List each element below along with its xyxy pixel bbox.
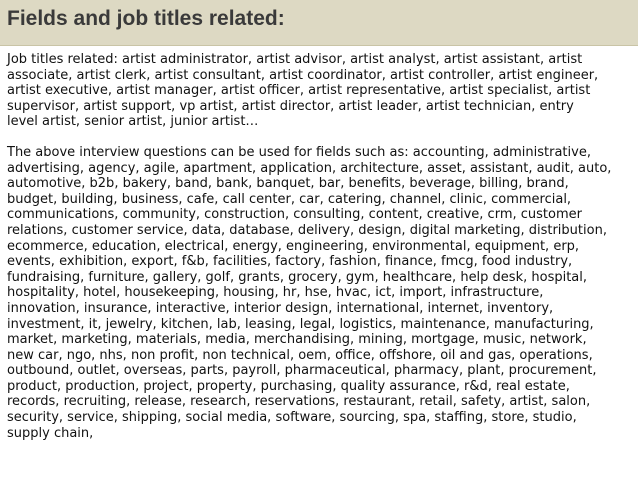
text-line: investment, it, jewelry, kitchen, lab, leasing, legal, logistics, maintenance, manufacturing, (7, 316, 594, 332)
text-line: advertising, agency, agile, apartment, application, architecture, asset, assistant, audit, auto, (7, 160, 612, 176)
text-line: ecommerce, education, electrical, energy, engineering, environmental, equipment, erp, (7, 238, 580, 254)
text-line: outbound, outlet, overseas, parts, payroll, pharmaceutical, pharmacy, plant, procurement, (7, 363, 597, 379)
text-line: fundraising, furniture, gallery, golf, grants, grocery, gym, healthcare, help desk, hospital, (7, 269, 588, 285)
text-line: events, exhibition, export, f&b, facilities, factory, fashion, finance, fmcg, food industry, (7, 254, 573, 270)
text-line: Job titles related: artist administrator, artist advisor, artist analyst, artist assistant, artist (7, 52, 583, 67)
text-line: hospitality, hotel, housekeeping, housing, hr, hse, hvac, ict, import, infrastructure, (7, 285, 544, 301)
text-line: market, marketing, materials, media, merchandising, mining, mortgage, music, network, (7, 332, 587, 348)
text-line: product, production, project, property, purchasing, quality assurance, r&d, real estate, (7, 378, 570, 394)
text-line: level artist, senior artist, junior artist… (7, 114, 259, 130)
slide-body (7, 52, 633, 441)
text-line: security, service, shipping, social media, software, sourcing, spa, staffing, store, studio, (7, 410, 577, 426)
text-line: relations, customer service, data, database, delivery, design, digital marketing, distribution, (7, 222, 607, 238)
title-bar (0, 0, 638, 46)
job-titles-paragraph (7, 52, 633, 130)
text-line: associate, artist clerk, artist consultant, artist coordinator, artist controller, artist engineer, (7, 67, 599, 83)
fields-paragraph (7, 145, 633, 441)
text-line: records, recruiting, release, research, reservations, restaurant, retail, safety, artist, salon, (7, 394, 591, 410)
text-line: new car, ngo, nhs, non profit, non technical, oem, office, offshore, oil and gas, operations, (7, 347, 593, 363)
text-line: innovation, insurance, interactive, interior design, international, internet, inventory, (7, 300, 554, 316)
text-line: The above interview questions can be used for fields such as: accounting, administrative, (7, 144, 591, 160)
text-line: communications, community, construction, consulting, content, creative, crm, customer (7, 207, 582, 223)
text-line: supply chain, (7, 425, 94, 441)
text-line: budget, building, business, cafe, call center, car, catering, channel, clinic, commercial, (7, 191, 572, 207)
text-line: artist executive, artist manager, artist officer, artist representative, artist specialist, artist (7, 83, 591, 99)
text-line: supervisor, artist support, vp artist, artist director, artist leader, artist technician, entry (7, 98, 574, 114)
text-line: automotive, b2b, bakery, band, bank, banquet, bar, benefits, beverage, billing, brand, (7, 176, 569, 192)
slide-title: Fields and job titles related: (7, 7, 285, 30)
